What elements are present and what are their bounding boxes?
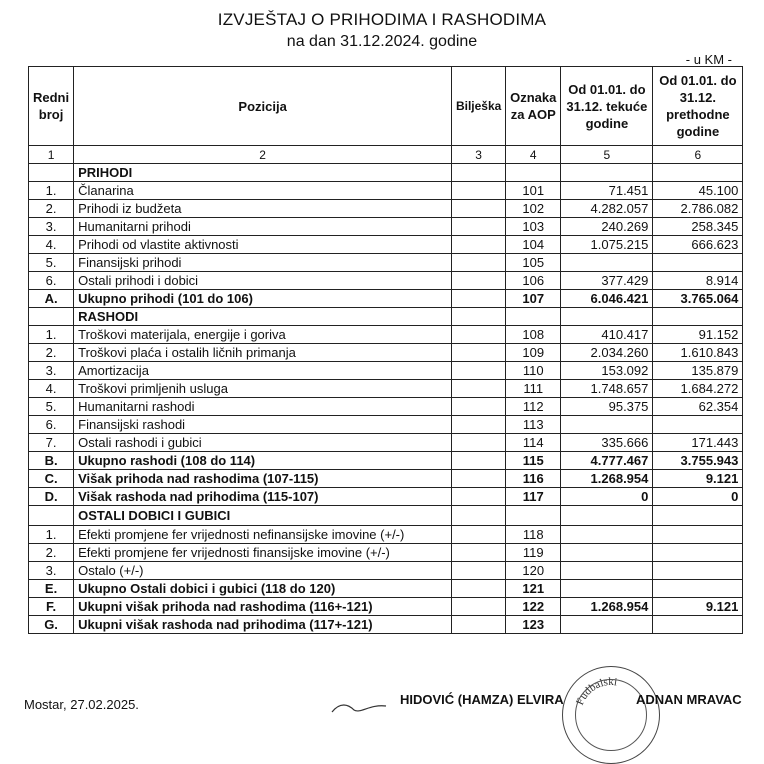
row-aop: 120 <box>506 562 561 580</box>
row-note <box>452 598 506 616</box>
row-current-year: 6.046.421 <box>561 290 653 308</box>
row-aop: 112 <box>506 398 561 416</box>
table-row <box>29 236 743 254</box>
row-aop: 104 <box>506 236 561 254</box>
row-label: Članarina <box>74 182 452 200</box>
row-aop: 122 <box>506 598 561 616</box>
row-aop: 116 <box>506 470 561 488</box>
row-number <box>29 506 74 526</box>
row-note <box>452 164 506 182</box>
row-previous-year: 666.623 <box>653 236 743 254</box>
row-note <box>452 506 506 526</box>
row-number: E. <box>29 580 74 598</box>
row-note <box>452 452 506 470</box>
col-index: 6 <box>653 146 743 164</box>
table-row <box>29 380 743 398</box>
row-current-year <box>561 562 653 580</box>
table-row <box>29 434 743 452</box>
row-label: Troškovi materijala, energije i goriva <box>74 326 452 344</box>
row-note <box>452 326 506 344</box>
section-row <box>29 506 743 526</box>
row-previous-year: 3.755.943 <box>653 452 743 470</box>
table-row <box>29 362 743 380</box>
column-index-row <box>29 146 743 164</box>
row-aop: 114 <box>506 434 561 452</box>
row-current-year <box>561 580 653 598</box>
row-number: F. <box>29 598 74 616</box>
col-index: 4 <box>506 146 561 164</box>
col-header-biljeska: Bilješka <box>452 67 506 146</box>
row-aop <box>506 506 561 526</box>
row-previous-year: 3.765.064 <box>653 290 743 308</box>
row-current-year: 1.268.954 <box>561 598 653 616</box>
row-previous-year <box>653 616 743 634</box>
row-previous-year: 62.354 <box>653 398 743 416</box>
total-row <box>29 470 743 488</box>
place-and-date: Mostar, 27.02.2025. <box>24 697 139 712</box>
row-current-year <box>561 526 653 544</box>
row-label: Efekti promjene fer vrijednosti nefinansijske imovine (+/-) <box>74 526 452 544</box>
table-row <box>29 398 743 416</box>
row-aop: 109 <box>506 344 561 362</box>
row-label: Ukupni višak prihoda nad rashodima (116+-121) <box>74 598 452 616</box>
row-number: 2. <box>29 544 74 562</box>
row-number: 1. <box>29 526 74 544</box>
row-aop <box>506 308 561 326</box>
row-aop: 118 <box>506 526 561 544</box>
row-label: Humanitarni prihodi <box>74 218 452 236</box>
row-aop: 102 <box>506 200 561 218</box>
row-label: Prihodi od vlastite aktivnosti <box>74 236 452 254</box>
row-note <box>452 200 506 218</box>
total-row <box>29 616 743 634</box>
row-previous-year: 135.879 <box>653 362 743 380</box>
row-current-year: 410.417 <box>561 326 653 344</box>
row-label: PRIHODI <box>74 164 452 182</box>
row-previous-year <box>653 506 743 526</box>
row-aop: 103 <box>506 218 561 236</box>
row-current-year: 1.748.657 <box>561 380 653 398</box>
col-index: 5 <box>561 146 653 164</box>
row-label: Ukupni višak rashoda nad prihodima (117+-121) <box>74 616 452 634</box>
row-number <box>29 308 74 326</box>
signature-mark <box>330 700 390 714</box>
row-aop: 113 <box>506 416 561 434</box>
table-row <box>29 544 743 562</box>
row-number: 3. <box>29 218 74 236</box>
row-label: Ostalo (+/-) <box>74 562 452 580</box>
section-row <box>29 164 743 182</box>
row-label: Efekti promjene fer vrijednosti finansijske imovine (+/-) <box>74 544 452 562</box>
row-number <box>29 164 74 182</box>
row-current-year: 1.075.215 <box>561 236 653 254</box>
total-row <box>29 290 743 308</box>
row-number: 3. <box>29 362 74 380</box>
row-previous-year <box>653 416 743 434</box>
row-aop: 117 <box>506 488 561 506</box>
row-label: Višak prihoda nad rashodima (107-115) <box>74 470 452 488</box>
row-previous-year <box>653 544 743 562</box>
total-row <box>29 452 743 470</box>
row-note <box>452 616 506 634</box>
table-row <box>29 200 743 218</box>
row-previous-year: 1.684.272 <box>653 380 743 398</box>
stamp-text-arc <box>563 667 659 763</box>
table-row <box>29 526 743 544</box>
col-header-aop: Oznaka za AOP <box>506 67 561 146</box>
signer-left-name: HIDOVIĆ (HAMZA) ELVIRA <box>400 692 564 707</box>
row-number: 2. <box>29 344 74 362</box>
row-label: Finansijski rashodi <box>74 416 452 434</box>
row-previous-year: 9.121 <box>653 598 743 616</box>
row-current-year <box>561 308 653 326</box>
row-note <box>452 526 506 544</box>
row-current-year <box>561 416 653 434</box>
report-title: IZVJEŠTAJ O PRIHODIMA I RASHODIMA <box>217 10 547 29</box>
row-previous-year <box>653 562 743 580</box>
row-current-year <box>561 544 653 562</box>
row-note <box>452 308 506 326</box>
row-aop: 106 <box>506 272 561 290</box>
row-number: 2. <box>29 200 74 218</box>
row-number: 1. <box>29 326 74 344</box>
col-header-redni-broj: Redni broj <box>29 67 74 146</box>
row-note <box>452 218 506 236</box>
row-aop: 107 <box>506 290 561 308</box>
row-label: Ukupno Ostali dobici i gubici (118 do 120) <box>74 580 452 598</box>
total-row <box>29 580 743 598</box>
row-number: 1. <box>29 182 74 200</box>
row-number: 7. <box>29 434 74 452</box>
row-number: 6. <box>29 272 74 290</box>
row-previous-year <box>653 308 743 326</box>
row-aop: 111 <box>506 380 561 398</box>
table-row <box>29 344 743 362</box>
row-current-year: 240.269 <box>561 218 653 236</box>
row-previous-year <box>653 526 743 544</box>
row-note <box>452 416 506 434</box>
svg-text:Fudbalski <box>574 676 618 707</box>
row-previous-year: 9.121 <box>653 470 743 488</box>
row-number: 3. <box>29 562 74 580</box>
row-note <box>452 470 506 488</box>
row-current-year <box>561 616 653 634</box>
row-previous-year: 0 <box>653 488 743 506</box>
table-row <box>29 326 743 344</box>
row-number: B. <box>29 452 74 470</box>
row-number: 6. <box>29 416 74 434</box>
row-note <box>452 380 506 398</box>
table-row <box>29 182 743 200</box>
row-note <box>452 488 506 506</box>
stamp-text: Fudbalski <box>574 675 618 707</box>
row-note <box>452 344 506 362</box>
signer-right-name: ADNAN MRAVAC <box>636 692 742 707</box>
col-index: 2 <box>74 146 452 164</box>
row-previous-year: 258.345 <box>653 218 743 236</box>
row-note <box>452 398 506 416</box>
row-note <box>452 290 506 308</box>
row-current-year: 2.034.260 <box>561 344 653 362</box>
table-row <box>29 562 743 580</box>
row-current-year: 1.268.954 <box>561 470 653 488</box>
col-index: 3 <box>452 146 506 164</box>
row-note <box>452 272 506 290</box>
table-row <box>29 254 743 272</box>
row-current-year: 377.429 <box>561 272 653 290</box>
row-note <box>452 182 506 200</box>
row-previous-year <box>653 164 743 182</box>
table-header-row <box>29 67 743 146</box>
row-current-year <box>561 164 653 182</box>
row-number: 4. <box>29 380 74 398</box>
row-label: OSTALI DOBICI I GUBICI <box>74 506 452 526</box>
row-previous-year: 1.610.843 <box>653 344 743 362</box>
row-number: 5. <box>29 398 74 416</box>
row-label: Troškovi plaća i ostalih ličnih primanja <box>74 344 452 362</box>
row-number: C. <box>29 470 74 488</box>
official-stamp <box>562 666 660 764</box>
row-aop: 121 <box>506 580 561 598</box>
row-number: G. <box>29 616 74 634</box>
row-previous-year: 45.100 <box>653 182 743 200</box>
col-header-tekuce: Od 01.01. do 31.12. tekuće godine <box>561 67 653 146</box>
col-index: 1 <box>29 146 74 164</box>
table-row <box>29 272 743 290</box>
row-previous-year <box>653 254 743 272</box>
col-header-pozicija: Pozicija <box>74 67 452 146</box>
row-current-year <box>561 254 653 272</box>
row-label: RASHODI <box>74 308 452 326</box>
row-current-year: 4.282.057 <box>561 200 653 218</box>
row-aop <box>506 164 561 182</box>
row-label: Finansijski prihodi <box>74 254 452 272</box>
row-number: 4. <box>29 236 74 254</box>
row-aop: 105 <box>506 254 561 272</box>
row-aop: 108 <box>506 326 561 344</box>
row-label: Ukupno rashodi (108 do 114) <box>74 452 452 470</box>
row-note <box>452 580 506 598</box>
row-number: D. <box>29 488 74 506</box>
row-current-year: 4.777.467 <box>561 452 653 470</box>
row-aop: 119 <box>506 544 561 562</box>
row-label: Troškovi primljenih usluga <box>74 380 452 398</box>
row-current-year: 0 <box>561 488 653 506</box>
row-number: 5. <box>29 254 74 272</box>
row-note <box>452 254 506 272</box>
row-current-year: 71.451 <box>561 182 653 200</box>
table-row <box>29 416 743 434</box>
row-current-year: 335.666 <box>561 434 653 452</box>
table-row <box>29 218 743 236</box>
col-header-prethodne: Od 01.01. do 31.12. prethodne godine <box>653 67 743 146</box>
row-current-year: 153.092 <box>561 362 653 380</box>
row-aop: 110 <box>506 362 561 380</box>
row-aop: 115 <box>506 452 561 470</box>
row-note <box>452 236 506 254</box>
row-label: Ostali prihodi i dobici <box>74 272 452 290</box>
row-label: Humanitarni rashodi <box>74 398 452 416</box>
row-previous-year: 171.443 <box>653 434 743 452</box>
row-current-year <box>561 506 653 526</box>
row-aop: 101 <box>506 182 561 200</box>
total-row <box>29 598 743 616</box>
row-label: Prihodi iz budžeta <box>74 200 452 218</box>
report-date: na dan 31.12.2024. godine <box>286 33 478 50</box>
row-note <box>452 434 506 452</box>
row-previous-year: 2.786.082 <box>653 200 743 218</box>
row-number: A. <box>29 290 74 308</box>
row-label: Amortizacija <box>74 362 452 380</box>
row-note <box>452 562 506 580</box>
currency-unit: - u KM - <box>685 52 732 67</box>
row-note <box>452 544 506 562</box>
total-row <box>29 488 743 506</box>
row-previous-year <box>653 580 743 598</box>
row-label: Ukupno prihodi (101 do 106) <box>74 290 452 308</box>
row-label: Višak rashoda nad prihodima (115-107) <box>74 488 452 506</box>
row-label: Ostali rashodi i gubici <box>74 434 452 452</box>
section-row <box>29 308 743 326</box>
row-previous-year: 91.152 <box>653 326 743 344</box>
row-previous-year: 8.914 <box>653 272 743 290</box>
income-expense-table <box>28 66 743 634</box>
row-aop: 123 <box>506 616 561 634</box>
row-note <box>452 362 506 380</box>
row-current-year: 95.375 <box>561 398 653 416</box>
